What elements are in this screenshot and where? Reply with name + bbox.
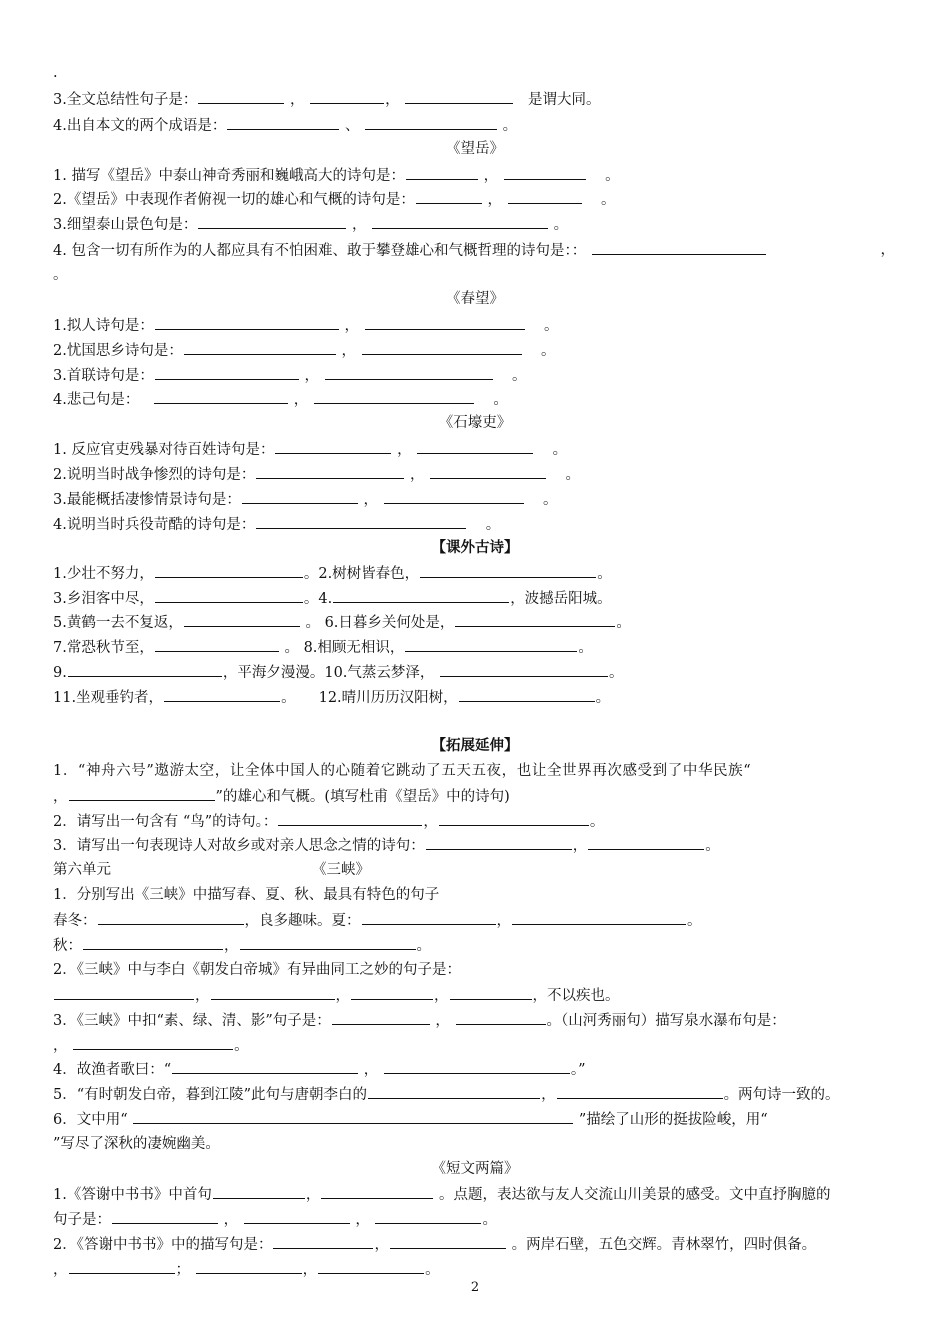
sanxia-q2: 2．《三峡》中与李白《朝发白帝城》有异曲同工之妙的句子是： [53,962,461,978]
answer-blank[interactable] [459,686,595,702]
sanxia-q6-line2: ”写尽了深秋的凄婉幽美。 [53,1136,220,1152]
answer-blank[interactable] [405,636,577,652]
duanwen-q1: 1.《答谢中书书》中首句 ， 。点题，表达欲与友人交流山川美景的感受。文中直抒胸臆的 [53,1183,895,1205]
answer-blank[interactable] [155,364,299,380]
section-title-shihao: 《石壕吏》 [438,415,512,431]
wangyue-q4-end: 。 [53,267,68,283]
sanxia-q3: 3．《三峡》中扣“素、绿、清、影”句子是： ， 。（山河秀丽句）描写泉水瀑布句是： [53,1009,895,1031]
sanxia-q6: 6．文中用“ ”描绘了山形的挺拔险峻，用“ [53,1108,895,1130]
answer-blank[interactable] [154,388,288,404]
wangyue-q1: 1. 描写《望岳》中泰山神奇秀丽和巍峨高大的诗句是： ， 。 [53,164,895,186]
answer-blank[interactable] [384,1058,570,1074]
shihao-q3: 3.最能概括凄惨情景诗句是： ， 。 [53,488,895,510]
answer-blank[interactable] [365,314,525,330]
answer-blank[interactable] [588,834,704,850]
sanxia-q3-line2: ， 。 [53,1034,895,1056]
answer-blank[interactable] [69,1258,175,1274]
sanxia-q1-autumn: 秋： ， 。 [53,934,895,956]
tuozhan-q3: 3．请写出一句表现诗人对故乡或对亲人思念之情的诗句： ， 。 [53,834,895,856]
answer-blank[interactable] [196,1258,302,1274]
chunwang-q1: 1.拟人诗句是： ， 。 [53,314,895,336]
answer-blank[interactable] [440,661,608,677]
tuozhan-q1-line2: ， ”的雄心和气概。(填写杜甫《望岳》中的诗句) [53,785,895,807]
answer-blank[interactable] [372,213,548,229]
wangyue-q2: 2.《望岳》中表现作者俯视一切的雄心和气概的诗句是： ， 。 [53,188,895,210]
chunwang-q2: 2.忧国思乡诗句是： ， 。 [53,339,895,361]
unit-six-header: 第六单元 《三峡》 [53,862,370,878]
answer-blank[interactable] [155,587,303,603]
answer-blank[interactable] [275,438,391,454]
answer-blank[interactable] [450,984,532,1000]
shihao-q2: 2.说明当时战争惨烈的诗句是： ， 。 [53,463,895,485]
answer-blank[interactable] [68,661,222,677]
answer-blank[interactable] [504,164,586,180]
answer-blank[interactable] [278,810,422,826]
answer-blank[interactable] [390,1233,506,1249]
answer-blank[interactable] [592,239,766,255]
answer-blank[interactable] [508,188,582,204]
answer-blank[interactable] [456,1009,546,1025]
question-idioms: 4.出自本文的两个成语是： 、 。 [53,114,895,136]
duanwen-q2-line2: ， ； ， 。 [53,1258,895,1280]
answer-blank[interactable] [211,984,335,1000]
answer-blank[interactable] [244,1208,350,1224]
tuozhan-q2: 2．请写出一句含有 “鸟”的诗句。： ， 。 [53,810,895,832]
section-title-chunwang: 《春望》 [446,291,504,307]
answer-blank[interactable] [332,1009,430,1025]
question-summary-sentence: 3.全文总结性句子是： ， ， 是谓大同。 [53,88,895,110]
answer-blank[interactable] [325,364,493,380]
answer-blank[interactable] [384,488,524,504]
answer-blank[interactable] [455,611,615,627]
answer-blank[interactable] [362,909,496,925]
answer-blank[interactable] [54,984,194,1000]
answer-blank[interactable] [213,1183,305,1199]
sanxia-q2-line: ， ， ， ，不以疾也。 [53,984,895,1006]
answer-blank[interactable] [512,909,686,925]
answer-blank[interactable] [439,810,589,826]
answer-blank[interactable] [406,164,478,180]
stray-dot: . [53,65,58,81]
answer-blank[interactable] [227,114,339,130]
answer-blank[interactable] [368,1083,540,1099]
kewai-row-1: 1.少壮不努力， 。2.树树皆春色， 。 [53,562,895,584]
answer-blank[interactable] [256,463,404,479]
section-title-tuozhan: 【拓展延伸】 [431,737,519,754]
kewai-row-3: 5.黄鹤一去不复返， 。 6.日暮乡关何处是， 。 [53,611,895,633]
sanxia-q1: 1．分别写出《三峡》中描写春、夏、秋、最具有特色的句子 [53,887,440,903]
kewai-row-4: 7.常恐秋节至， 。 8.相顾无相识， 。 [53,636,895,658]
answer-blank[interactable] [83,934,223,950]
answer-blank[interactable] [333,587,509,603]
answer-blank[interactable] [557,1083,723,1099]
sanxia-q4: 4．故渔者歌曰：“ ， 。” [53,1058,895,1080]
answer-blank[interactable] [69,785,215,801]
answer-blank[interactable] [133,1108,573,1124]
kewai-row-6: 11.坐观垂钓者， 。 12.晴川历历汉阳树， 。 [53,686,895,708]
kewai-row-2: 3.乡泪客中尽， 。4. ，波撼岳阳城。 [53,587,895,609]
answer-blank[interactable] [240,934,416,950]
answer-blank[interactable] [184,339,336,355]
answer-blank[interactable] [242,488,358,504]
answer-blank[interactable] [405,88,513,104]
answer-blank[interactable] [314,388,474,404]
shihao-q4: 4.说明当时兵役苛酷的诗句是： 。 [53,513,895,535]
section-title-duanwen: 《短文两篇》 [431,1161,519,1177]
shihao-q1: 1. 反应官吏残暴对待百姓诗句是： ， 。 [53,438,895,460]
answer-blank[interactable] [73,1034,233,1050]
answer-blank[interactable] [98,909,244,925]
answer-blank[interactable] [256,513,466,529]
answer-blank[interactable] [155,636,279,652]
tuozhan-q1: 1．“神舟六号”遨游太空，让全体中国人的心随着它跳动了五天五夜，也让全世界再次感受到了中华民族“ [53,763,752,779]
answer-blank[interactable] [318,1258,424,1274]
wangyue-q4: 4. 包含一切有所作为的人都应具有不怕困难、敢于攀登雄心和气概哲理的诗句是：： ， [53,239,895,261]
answer-blank[interactable] [155,314,339,330]
section-title-kewai: 【课外古诗】 [431,539,519,556]
chunwang-q4: 4.悲己句是： ， 。 [53,388,895,410]
answer-blank[interactable] [198,88,284,104]
answer-blank[interactable] [420,562,596,578]
sanxia-q1-spring-summer: 春冬： ，良多趣味。夏： ， 。 [53,909,895,931]
answer-blank[interactable] [321,1183,433,1199]
answer-blank[interactable] [416,188,482,204]
answer-blank[interactable] [155,562,303,578]
answer-blank[interactable] [112,1208,218,1224]
answer-blank[interactable] [375,1208,481,1224]
duanwen-q1-line2: 句子是： ， ， 。 [53,1208,895,1230]
answer-blank[interactable] [310,88,384,104]
answer-blank[interactable] [426,834,572,850]
wangyue-q3: 3.细望泰山景色句是： ， 。 [53,213,895,235]
answer-blank[interactable] [417,438,533,454]
answer-blank[interactable] [362,339,522,355]
chunwang-q3: 3.首联诗句是： ， 。 [53,364,895,386]
sanxia-q5: 5．“有时朝发白帝，暮到江陵”此句与唐朝李白的 ， 。两句诗一致的。 [53,1083,895,1105]
answer-blank[interactable] [273,1233,373,1249]
answer-blank[interactable] [198,213,346,229]
answer-blank[interactable] [351,984,433,1000]
answer-blank[interactable] [184,611,300,627]
kewai-row-5: 9. ，平海夕漫漫。10.气蒸云梦泽， 。 [53,661,895,683]
answer-blank[interactable] [430,463,546,479]
answer-blank[interactable] [172,1058,358,1074]
section-title-wangyue: 《望岳》 [446,141,504,157]
answer-blank[interactable] [164,686,280,702]
page-number: 2 [470,1280,480,1295]
duanwen-q2: 2．《答谢中书书》中的描写句是： ， 。两岸石壁，五色交辉。青林翠竹，四时俱备。 [53,1233,895,1255]
answer-blank[interactable] [365,114,497,130]
